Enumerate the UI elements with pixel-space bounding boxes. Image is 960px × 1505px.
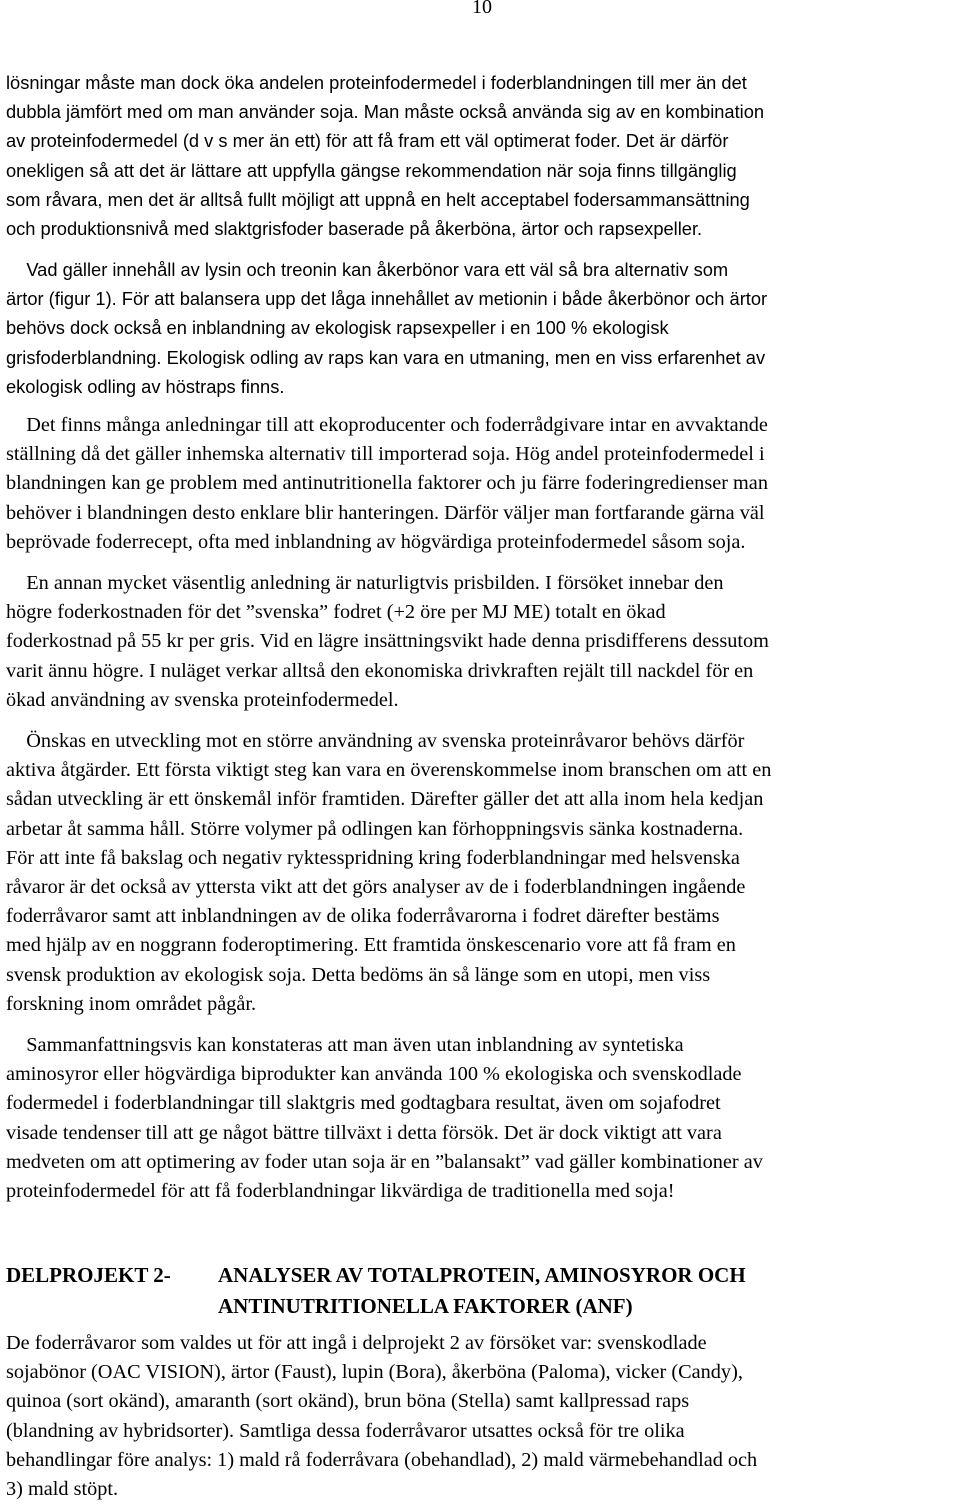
paragraph-4	[6, 569, 958, 715]
text-line: proteinfodermedel för att få foderblandningar likvärdiga de traditionella med soja!	[6, 1179, 675, 1202]
text-line: En annan mycket väsentlig anledning är naturligtvis prisbilden. I försöket innebar den	[6, 572, 724, 594]
heading-label: DELPROJEKT 2-	[6, 1263, 171, 1287]
text-line: För att inte få bakslag och negativ ryktesspridning kring foderblandningar med helsvenska	[6, 846, 740, 869]
text-line: dubbla jämfört med om man använder soja. Man måste också använda sig av en kombination	[6, 101, 765, 123]
text-line: aminosyror eller högvärdiga biprodukter kan använda 100 % ekologiska och svenskodlade	[6, 1063, 742, 1086]
text-line: sådan utveckling är ett önskemål inför framtiden. Därefter gäller det att alla inom hela kedjan	[6, 788, 764, 811]
section-heading	[6, 1260, 958, 1322]
text-line: råvaror är det också av yttersta vikt att det görs analyser av de i foderblandningen ingående	[6, 875, 746, 898]
text-line: högre foderkostnaden för det ”svenska” fodret (+2 öre per MJ ME) totalt en ökad	[6, 601, 666, 624]
text-line: foderråvaror samt att inblandningen av de olika foderråvarorna i fodret därefter bestäms	[6, 905, 720, 928]
text-line: quinoa (sort okänd), amaranth (sort okänd), brun böna (Stella) samt kallpressad raps	[6, 1390, 690, 1413]
text-line: ekologisk odling av höstraps finns.	[6, 375, 285, 397]
text-line: Det finns många anledningar till att ekoproducenter och foderrådgivare intar en avvaktande	[6, 414, 768, 436]
text-line: ställning då det gäller inhemska alternativ till importerad soja. Hög andel proteinfodermedel i	[6, 443, 765, 466]
text-line: behöver i blandningen desto enklare blir hanteringen. Därför väljer man fortfarande gärna väl	[6, 501, 765, 524]
text-line: lösningar måste man dock öka andelen proteinfodermedel i foderblandningen till mer än det	[6, 72, 747, 93]
heading-title-line: ANTINUTRITIONELLA FAKTORER (ANF)	[218, 1294, 633, 1318]
text-line: Önskas en utveckling mot en större användning av svenska proteinråvaror behövs därför	[6, 730, 745, 752]
heading-spacer	[6, 1291, 218, 1322]
text-line: ökad användning av svenska proteinfodermedel.	[6, 688, 399, 711]
page-number: 10	[472, 0, 492, 18]
text-line: aktiva åtgärder. Ett första viktigt steg kan vara en överenskommelse inom branschen om att en	[6, 759, 772, 782]
text-line: behövs dock också en inblandning av ekologisk rapsexpeller i en 100 % ekologisk	[6, 317, 669, 339]
text-line: forskning inom området pågår.	[6, 992, 257, 1015]
text-line: onekligen så att det är lättare att uppfylla gängse rekommendation när soja finns tillgänglig	[6, 159, 737, 181]
paragraph-2	[6, 255, 958, 401]
text-line: (blandning av hybridsorter). Samtliga dessa foderråvaror utsattes också för tre olika	[6, 1419, 685, 1442]
text-line: med hjälp av en noggrann foderoptimering. Ett framtida önskescenario vore att få fram en	[6, 934, 736, 957]
paragraph-6	[6, 1031, 958, 1206]
text-line: medveten om att optimering av foder utan soja är en ”balansakt” vad gäller kombinationer av	[6, 1150, 763, 1173]
text-line: 3) mald stöpt.	[6, 1477, 119, 1500]
text-line: fodermedel i foderblandningar till slaktgris med godtagbara resultat, även om sojafodret	[6, 1092, 721, 1115]
text-line: varit ännu högre. I nuläget verkar alltså den ekonomiska drivkraften rejält till nackdel för en	[6, 659, 754, 682]
text-line: Sammanfattningsvis kan konstateras att man även utan inblandning av syntetiska	[6, 1034, 684, 1056]
text-line: av proteinfodermedel (d v s mer än ett) för att få fram ett väl optimerat foder. Det är därför	[6, 130, 729, 152]
heading-title-line: ANALYSER AV TOTALPROTEIN, AMINOSYROR OCH	[218, 1263, 746, 1287]
text-line: sojabönor (OAC VISION), ärtor (Faust), lupin (Bora), åkerböna (Paloma), vicker (Candy),	[6, 1361, 743, 1384]
text-line: ärtor (figur 1). För att balansera upp det låga innehållet av metionin i både åkerbönor och ärtor	[6, 288, 768, 310]
paragraph-3	[6, 411, 958, 557]
text-line: foderkostnad på 55 kr per gris. Vid en lägre insättningsvikt hade denna prisdifferens dessutom	[6, 630, 769, 653]
text-line: svensk produktion av ekologisk soja. Detta bedöms än så länge som en utopi, men viss	[6, 963, 711, 986]
text-line: arbetar åt samma håll. Större volymer på odlingen kan förhoppningsvis sänka kostnaderna.	[6, 817, 744, 840]
paragraph-5	[6, 727, 958, 1019]
paragraph-1	[6, 68, 958, 243]
text-line: blandningen kan ge problem med antinutritionella faktorer och ju färre foderingredienser man	[6, 472, 768, 495]
text-line: behandlingar före analys: 1) mald rå foderråvara (obehandlad), 2) mald värmebehandlad och	[6, 1448, 758, 1471]
text-line: som råvara, men det är alltså fullt möjligt att uppnå en helt acceptabel fodersammansättning	[6, 188, 750, 210]
text-line: De foderråvaror som valdes ut för att ingå i delprojekt 2 av försöket var: svenskodlade	[6, 1332, 707, 1354]
text-line: visade tendenser till att ge något bättre tillväxt i detta försök. Det är dock viktigt att vara	[6, 1121, 722, 1144]
text-line: beprövade foderrecept, ofta med inblandning av högvärdiga proteinfodermedel såsom soja.	[6, 530, 746, 553]
text-line: grisfoderblandning. Ekologisk odling av raps kan vara en utmaning, men en viss erfarenhet av	[6, 346, 766, 368]
text-line: och produktionsnivå med slaktgrisfoder baserade på åkerböna, ärtor och rapsexpeller.	[6, 217, 703, 239]
text-line: Vad gäller innehåll av lysin och treonin kan åkerbönor vara ett väl så bra alternativ som	[6, 259, 729, 280]
paragraph-final	[6, 1329, 958, 1504]
